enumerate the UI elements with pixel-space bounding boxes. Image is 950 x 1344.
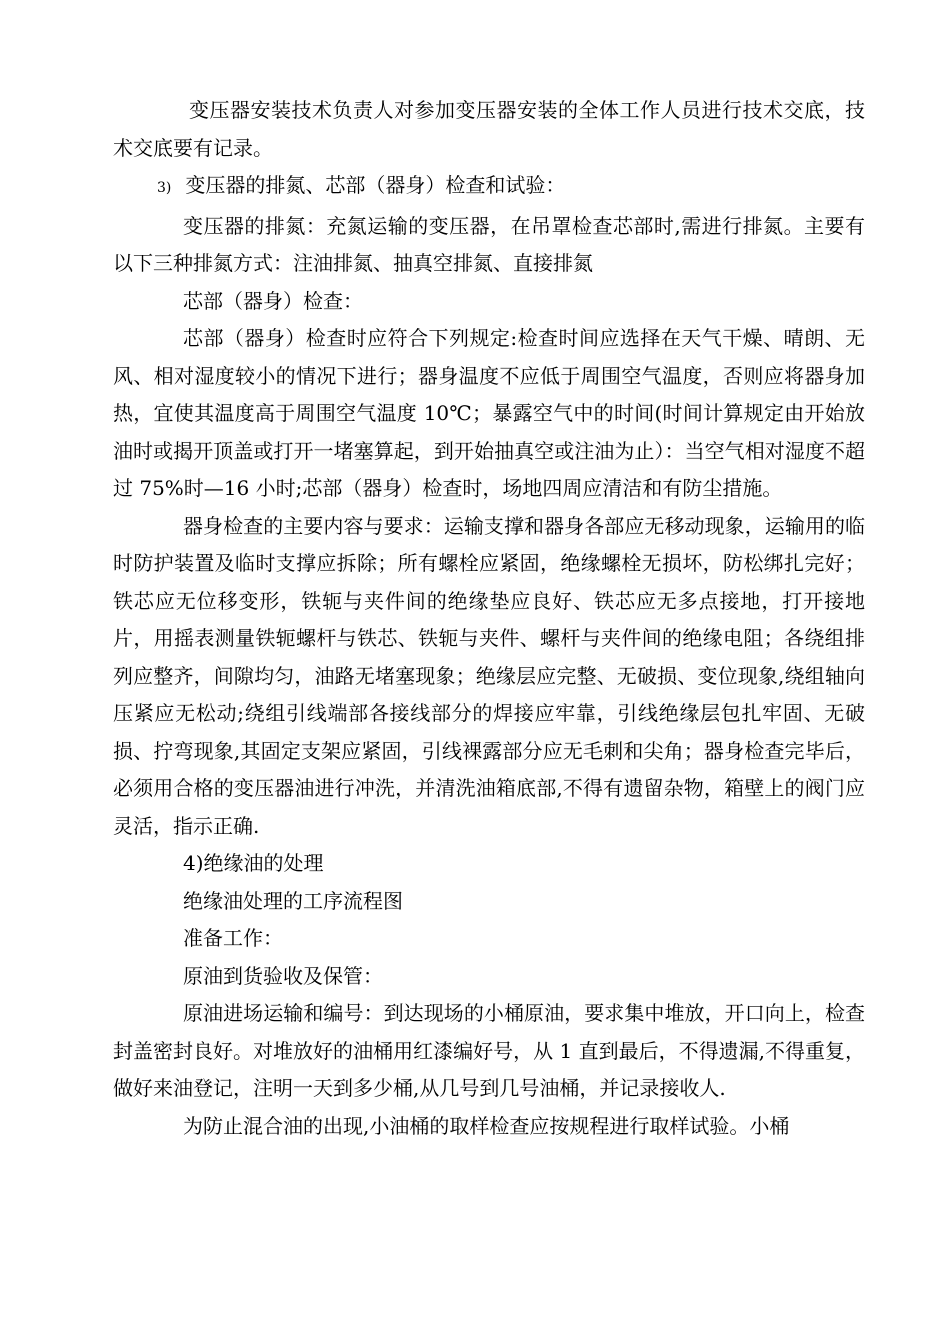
section-title: 变压器的排氮、芯部（器身）检查和试验：: [185, 173, 566, 197]
paragraph-body-inspection-requirements: 器身检查的主要内容与要求：运输支撑和器身各部应无移动现象，运输用的临时防护装置及临时支撑应拆除；所有螺栓应紧固，绝缘螺栓无损坏，防松绑扎完好；铁芯应无位移变形，铁轭与夹件间的绝缘垫应良好、铁芯应无多点接地，打开接地片，用摇表测量铁轭螺杆与铁芯、铁轭与夹件、螺杆与夹件间的绝缘电阻；各绕组排列应整齐，间隙均匀，油路无堵塞现象；绝缘层应完整、无破损、变位现象,绕组轴向压紧应无松动;绕组引线端部各接线部分的焊接应牢靠，引线绝缘层包扎牢固、无破损、拧弯现象,其固定支架应紧固，引线裸露部分应无毛刺和尖角；器身检查完毕后，必须用合格的变压器油进行冲洗，并清洗油箱底部,不得有遗留杂物，箱壁上的阀门应灵活，指示正确.: [113, 513, 865, 838]
section-number: 3): [157, 180, 172, 196]
paragraph-core-inspection-rules: 芯部（器身）检查时应符合下列规定:检查时间应选择在天气干燥、晴朗、无风、相对湿度较小的情况下进行；器身温度不应低于周围空气温度，否则应将器身加热，宜使其温度高于周围空气温度 10℃；暴露空气中的时间(时间计算规定由开始放油时或揭开顶盖或打开一堵塞算起，到开始抽真空或注油为止）：当空气相对湿度不超过 75%时—16 小时;芯部（器身）检查时，场地四周应清洁和有防尘措施。: [113, 326, 865, 500]
paragraph-mixed-oil-prevention: 为防止混合油的出现,小油桶的取样检查应按规程进行取样试验。小桶: [183, 1113, 790, 1138]
section-heading-3: [113, 167, 865, 208]
paragraph-tech-briefing: 变压器安装技术负责人对参加变压器安装的全体工作人员进行技术交底，技术交底要有记录。: [113, 98, 865, 160]
paragraph-oil-acceptance: 原油到货验收及保管：: [183, 963, 383, 988]
paragraph-nitrogen-removal: 变压器的排氮：充氮运输的变压器，在吊罩检查芯部时,需进行排氮。主要有以下三种排氮方式：注油排氮、抽真空排氮、直接排氮: [113, 213, 865, 275]
document-body: [113, 92, 865, 1145]
paragraph-oil-transport-numbering: 原油进场运输和编号：到达现场的小桶原油，要求集中堆放，开口向上，检查封盖密封良好。对堆放好的油桶用红漆编好号，从 1 直到最后，不得遗漏,不得重复，做好来油登记，注明一天到多少桶,从几号到几号油桶，并记录接收人.: [113, 1001, 865, 1100]
paragraph-core-inspection-title: 芯部（器身）检查：: [183, 288, 363, 313]
paragraph-preparation: 准备工作：: [183, 926, 283, 950]
section-heading-4: 4)绝缘油的处理: [183, 851, 324, 875]
paragraph-flowchart-title: 绝缘油处理的工序流程图: [183, 888, 403, 913]
